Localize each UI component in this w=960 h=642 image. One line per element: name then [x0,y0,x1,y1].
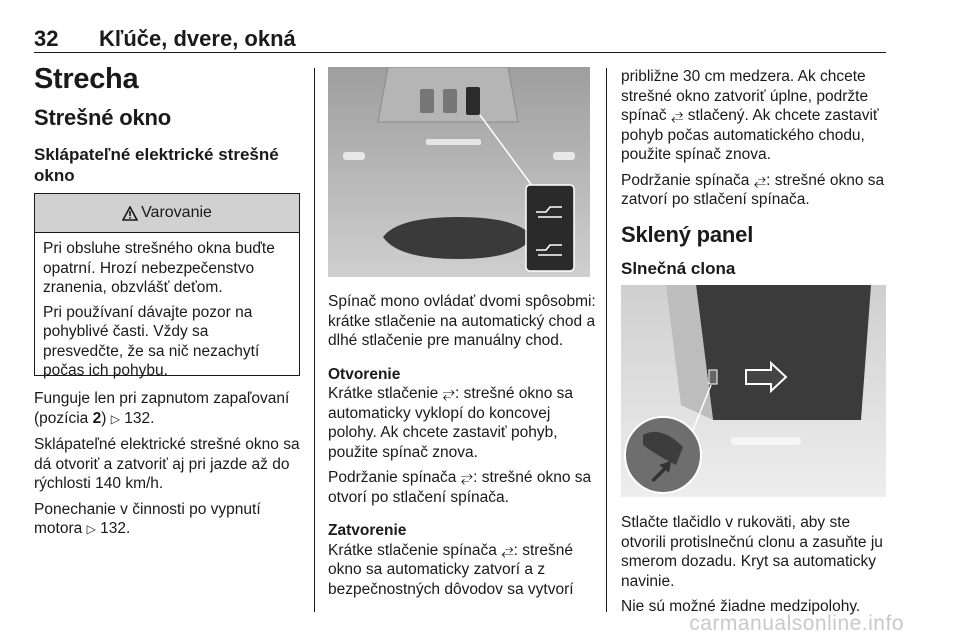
column-3-lower-body [621,513,893,617]
paragraph-no-intermediate: Nie sú možné žiadne medzipolohy. [621,598,861,615]
page-ref-arrow-icon: ▷ [86,522,96,536]
paragraph-ignition [34,389,302,429]
text-span: : strešné okno sa automaticky zatvorí a z bezpečnostných dôvodov sa vytvorí [328,541,574,598]
column-1-body [34,389,302,540]
warning-text-1: Pri obsluhe strešného okna buďte opatrní. Hrozí nebezpečenstvo zranenia, obzvlášť deťom. [43,240,275,296]
warning-text-2: Pri používaní dávajte pozor na pohyblivé časti. Vždy sa presvedčte, že sa nič nezachytí počas ich pohybu. [43,303,260,379]
column-divider-2 [606,68,607,612]
text-span: Podržanie spínača [328,469,461,486]
heading-otvorenie: Otvorenie [328,365,401,383]
page-ref[interactable]: 132. [124,409,155,427]
column-3-body [621,67,893,210]
paragraph-open-hold [328,468,600,507]
watermark: carmanualsonline.info [689,612,904,635]
paragraph-retained-power [34,500,302,540]
page-number: 32 [34,26,59,51]
open-switch-icon: ⥂ [460,469,474,486]
section-title: Strecha [34,63,139,95]
open-switch-icon: ⥂ [442,385,455,402]
column-divider-1 [314,68,315,612]
close-switch-icon: ⥄ [670,107,684,124]
text-span: približne 30 cm medzera. Ak chcete strešné okno zatvoriť úplne, podržte spínač [621,68,869,124]
paragraph-close-gap [621,67,893,165]
paragraph-close-short [328,541,600,600]
page-ref[interactable]: 132. [100,520,131,537]
text-span: Krátke stlačenie spínača [328,541,502,559]
subsection-title: Strešné okno [34,105,171,130]
glass-panel-title: Sklený panel [621,222,754,247]
warning-header [35,194,299,233]
paragraph-sunblind-open: Stlačte tlačidlo v rukoväti, aby ste otvorili protislnečnú clonu a zasuňte ju smerom dozadu. Kryt sa automaticky navinie. [621,514,883,590]
text-span: Funguje len pri zapnutom zapaľovaní (pozícia [34,390,290,427]
text-span: : strešné okno sa zatvorí po stlačení spínača. [621,171,885,208]
chapter-title: Kľúče, dvere, okná [99,26,296,51]
sunroof-switch-illustration [328,67,590,277]
warning-triangle-icon [122,206,138,221]
text-span: ) [101,409,111,427]
text-span: : strešné okno sa otvorí po stlačení spínača. [328,469,592,506]
ignition-position: 2 [92,409,102,427]
column-2-body [328,292,600,599]
paragraph-speed: Sklápateľné elektrické strešné okno sa dá otvoriť a zatvoriť aj pri jazde až do rýchlosti 140 km/h. [34,436,300,492]
topic-title: Sklápateľné elektrické strešné okno [34,145,279,185]
page-ref-arrow-icon: ▷ [110,411,120,426]
text-span: : strešné okno sa automaticky vyklopí do koncovej polohy. Ak chcete zastaviť pohyb, použite spínač znova. [328,385,574,461]
text-span: Krátke stlačenie [328,385,443,402]
paragraph-intro: Spínač mono ovládať dvomi spôsobmi: krátke stlačenie na automatický chod a dlhé stlačenie pre manuálny chod. [328,293,596,349]
close-switch-icon: ⥄ [753,171,767,189]
paragraph-close-hold [621,171,893,210]
text-span: stlačený. Ak chcete zastaviť pohyb počas automatického chodu, použite spínač znova. [621,107,879,163]
warning-title: Varovanie [141,204,212,221]
text-span: Podržanie spínača [621,171,754,189]
paragraph-open-short [328,384,600,462]
header-rule [34,52,886,53]
warning-box [34,193,300,379]
close-switch-icon: ⥄ [501,541,514,559]
heading-zatvorenie: Zatvorenie [328,522,407,539]
sunblind-illustration [621,285,886,497]
sunblind-title: Slnečná clona [621,259,736,278]
text-span: Ponechanie v činnosti po vypnutí motora [34,500,261,537]
